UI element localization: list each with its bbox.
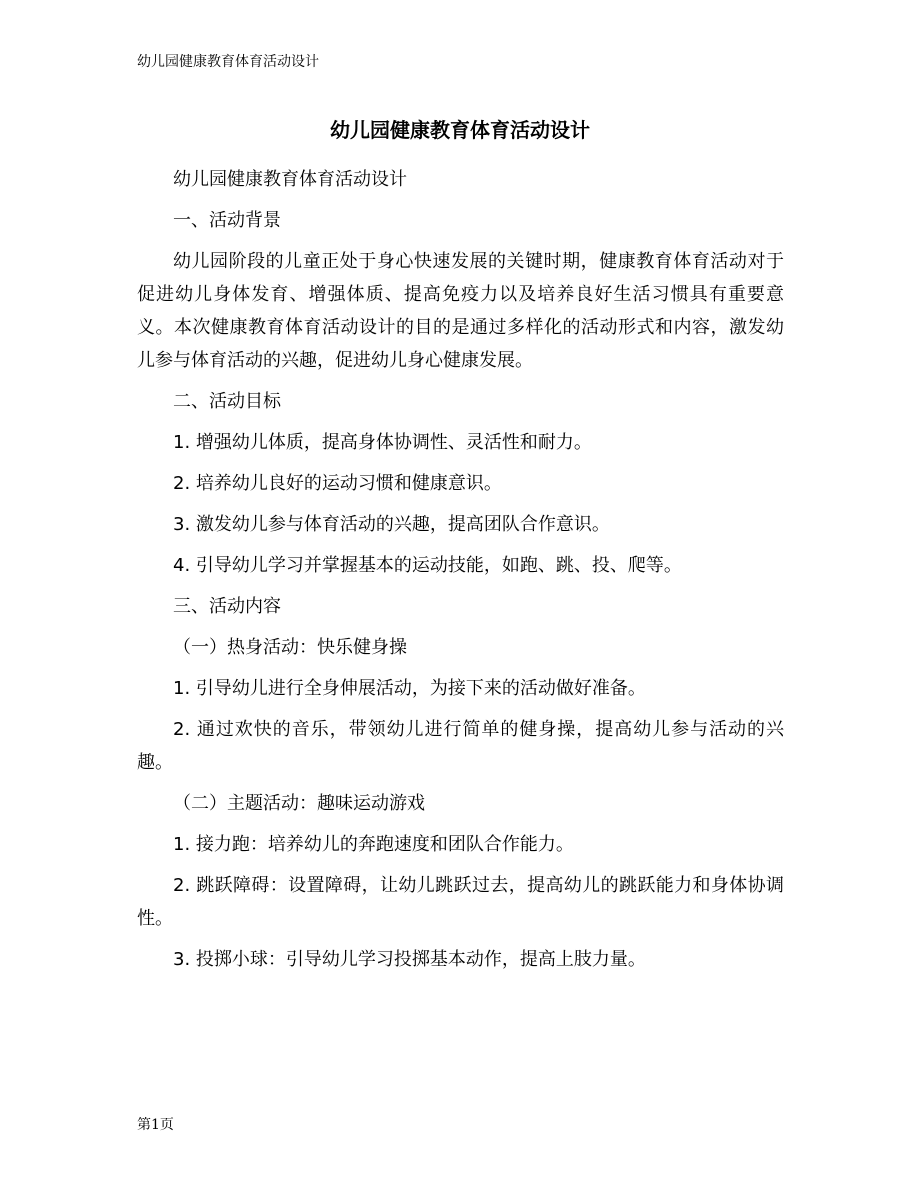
paragraph-background: 幼儿园阶段的儿童正处于身心快速发展的关键时期，健康教育体育活动对于促进幼儿身体发育、增强体质、提高免疫力以及培养良好生活习惯具有重要意义。本次健康教育体育活动设计的目的是通过多样化的活动形式和内容，激发幼儿参与体育活动的兴趣，促进幼儿身心健康发展。 (137, 251, 784, 371)
subsection-heading-warmup: （一）热身活动：快乐健身操 (173, 637, 407, 658)
list-item-game-3: 3. 投掷小球：引导幼儿学习投掷基本动作，提高上肢力量。 (173, 949, 646, 970)
page-number: 第1页 (137, 1117, 174, 1133)
list-item-warmup-2: 2. 通过欢快的音乐，带领幼儿进行简单的健身操，提高幼儿参与活动的兴趣。 (137, 719, 784, 773)
section-heading-content: 三、活动内容 (173, 596, 281, 617)
section-heading-background: 一、活动背景 (173, 210, 281, 231)
list-item-goal-2: 2. 培养幼儿良好的运动习惯和健康意识。 (173, 473, 502, 494)
list-item-goal-4: 4. 引导幼儿学习并掌握基本的运动技能，如跑、跳、投、爬等。 (173, 555, 682, 576)
document-title: 幼儿园健康教育体育活动设计 (330, 118, 590, 142)
document-body (137, 163, 784, 984)
list-item-game-1: 1. 接力跑：培养幼儿的奔跑速度和团队合作能力。 (173, 834, 574, 855)
subsection-heading-games: （二）主题活动：趣味运动游戏 (173, 793, 425, 814)
running-header: 幼儿园健康教育体育活动设计 (137, 54, 319, 70)
list-item-warmup-1: 1. 引导幼儿进行全身伸展活动，为接下来的活动做好准备。 (173, 678, 646, 699)
paragraph-subtitle: 幼儿园健康教育体育活动设计 (173, 169, 407, 190)
list-item-goal-3: 3. 激发幼儿参与体育活动的兴趣，提高团队合作意识。 (173, 514, 610, 535)
section-heading-goals: 二、活动目标 (173, 391, 281, 412)
list-item-goal-1: 1. 增强幼儿体质，提高身体协调性、灵活性和耐力。 (173, 432, 592, 453)
list-item-game-2: 2. 跳跃障碍：设置障碍，让幼儿跳跃过去，提高幼儿的跳跃能力和身体协调性。 (137, 875, 784, 929)
